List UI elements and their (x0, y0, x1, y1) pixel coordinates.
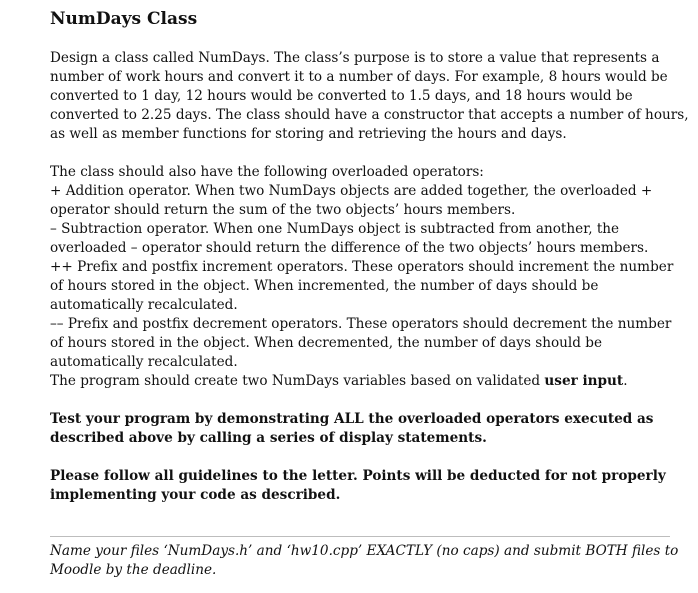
operators-line: of hours stored in the object. When decremented, the number of days should be (50, 335, 603, 351)
paragraph-gap (50, 144, 680, 163)
intro-line: Design a class called NumDays. The class’s purpose is to store a value that represents a (50, 50, 660, 66)
document-title: NumDays Class (50, 9, 198, 29)
operators-line: automatically recalculated. (50, 354, 238, 370)
operators-paragraph (50, 163, 680, 391)
program-line-prefix: The program should create two NumDays variables based on validated (50, 373, 545, 389)
intro-line: as well as member functions for storing and retrieving the hours and days. (50, 126, 567, 142)
horizontal-divider (50, 536, 670, 537)
guidelines-paragraph (50, 467, 680, 505)
test-paragraph (50, 410, 680, 448)
footer-note (50, 542, 680, 580)
test-line: described above by calling a series of display statements. (50, 430, 487, 446)
intro-line: converted to 2.25 days. The class should have a constructor that accepts a number of hours, (50, 107, 689, 123)
program-line-bold: user input (544, 373, 624, 389)
program-line-suffix: . (623, 373, 628, 389)
intro-paragraph (50, 49, 689, 144)
operators-line: ++ Prefix and postfix increment operators. These operators should increment the number (50, 259, 674, 275)
operators-line: overloaded – operator should return the difference of the two objects’ hours members. (50, 240, 649, 256)
operators-line: –– Prefix and postfix decrement operators. These operators should decrement the number (50, 316, 672, 332)
document-body (50, 8, 689, 505)
footer-line: Name your files ‘NumDays.h’ and ‘hw10.cpp’ EXACTLY (no caps) and submit BOTH files to (50, 543, 679, 559)
guidelines-line: Please follow all guidelines to the letter. Points will be deducted for not properly (50, 468, 666, 484)
operators-line: operator should return the sum of the two objects’ hours members. (50, 202, 516, 218)
operators-line: The class should also have the following overloaded operators: (50, 164, 484, 180)
operators-line: of hours stored in the object. When incremented, the number of days should be (50, 278, 599, 294)
footer-line: Moodle by the deadline. (50, 562, 217, 578)
paragraph-gap (50, 448, 680, 467)
intro-line: converted to 1 day, 12 hours would be converted to 1.5 days, and 18 hours would be (50, 88, 633, 104)
operators-line: – Subtraction operator. When one NumDays object is subtracted from another, the (50, 221, 620, 237)
intro-line: number of work hours and convert it to a number of days. For example, 8 hours would be (50, 69, 668, 85)
program-line (50, 372, 680, 391)
operators-line: + Addition operator. When two NumDays objects are added together, the overloaded + (50, 183, 653, 199)
test-line: Test your program by demonstrating ALL the overloaded operators executed as (50, 411, 654, 427)
operators-line: automatically recalculated. (50, 297, 238, 313)
paragraph-gap (50, 391, 680, 410)
guidelines-line: implementing your code as described. (50, 487, 341, 503)
